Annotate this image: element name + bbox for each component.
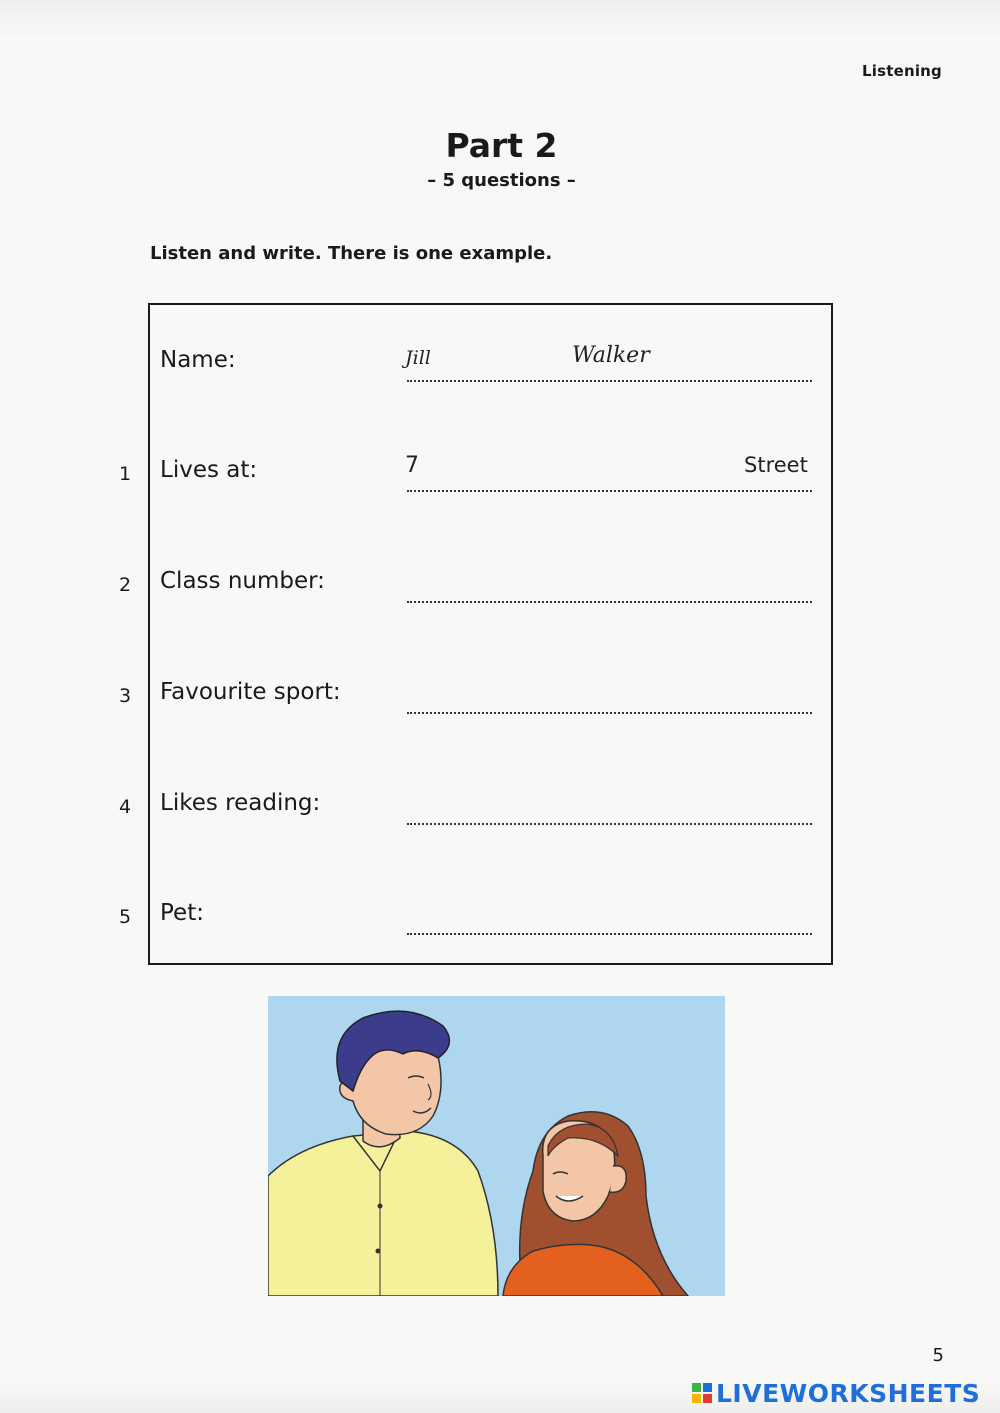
favourite-sport-answer-line[interactable] — [407, 709, 812, 714]
question-row-3 — [0, 675, 1000, 725]
illustration-man-and-girl — [268, 996, 725, 1296]
name-answer-line — [407, 377, 812, 382]
page-number: 5 — [932, 1345, 944, 1366]
name-answer-first: Jill — [405, 347, 431, 369]
pet-answer-line[interactable] — [407, 930, 812, 935]
instruction-text: Listen and write. There is one example. — [150, 243, 553, 264]
class-number-answer-line[interactable] — [407, 598, 812, 603]
man-shirt — [268, 1131, 498, 1296]
brand-name: LIVEWORKSHEETS — [716, 1378, 981, 1408]
lives-at-answer-line[interactable] — [407, 487, 812, 492]
question-number: 2 — [118, 574, 132, 596]
lives-at-answer-prefix: 7 — [405, 453, 419, 478]
example-row — [0, 343, 1000, 393]
lives-at-label: Lives at: — [160, 457, 258, 483]
likes-reading-answer-line[interactable] — [407, 820, 812, 825]
question-row-4 — [0, 786, 1000, 836]
name-label: Name: — [160, 347, 236, 373]
question-number: 3 — [118, 685, 132, 707]
pet-label: Pet: — [160, 900, 204, 926]
page-subtitle: – 5 questions – — [427, 170, 576, 191]
question-number: 4 — [118, 796, 132, 818]
man-shirt-button — [376, 1249, 381, 1254]
lives-at-answer-suffix: Street — [744, 453, 808, 477]
question-number: 5 — [118, 906, 132, 928]
question-row-2 — [0, 564, 1000, 614]
question-row-5 — [0, 896, 1000, 946]
question-row-1 — [0, 453, 1000, 503]
question-number: 1 — [118, 463, 132, 485]
brand-logo — [692, 1378, 980, 1408]
favourite-sport-label: Favourite sport: — [160, 679, 341, 705]
brand-logo-icon — [692, 1383, 712, 1403]
page-title: Part 2 — [445, 126, 558, 165]
section-label: Listening — [861, 62, 942, 80]
answer-form-box — [148, 303, 833, 965]
man-shirt-button — [378, 1204, 383, 1209]
likes-reading-label: Likes reading: — [160, 790, 321, 816]
class-number-label: Class number: — [160, 568, 325, 594]
name-answer-last: Walker — [572, 343, 650, 368]
